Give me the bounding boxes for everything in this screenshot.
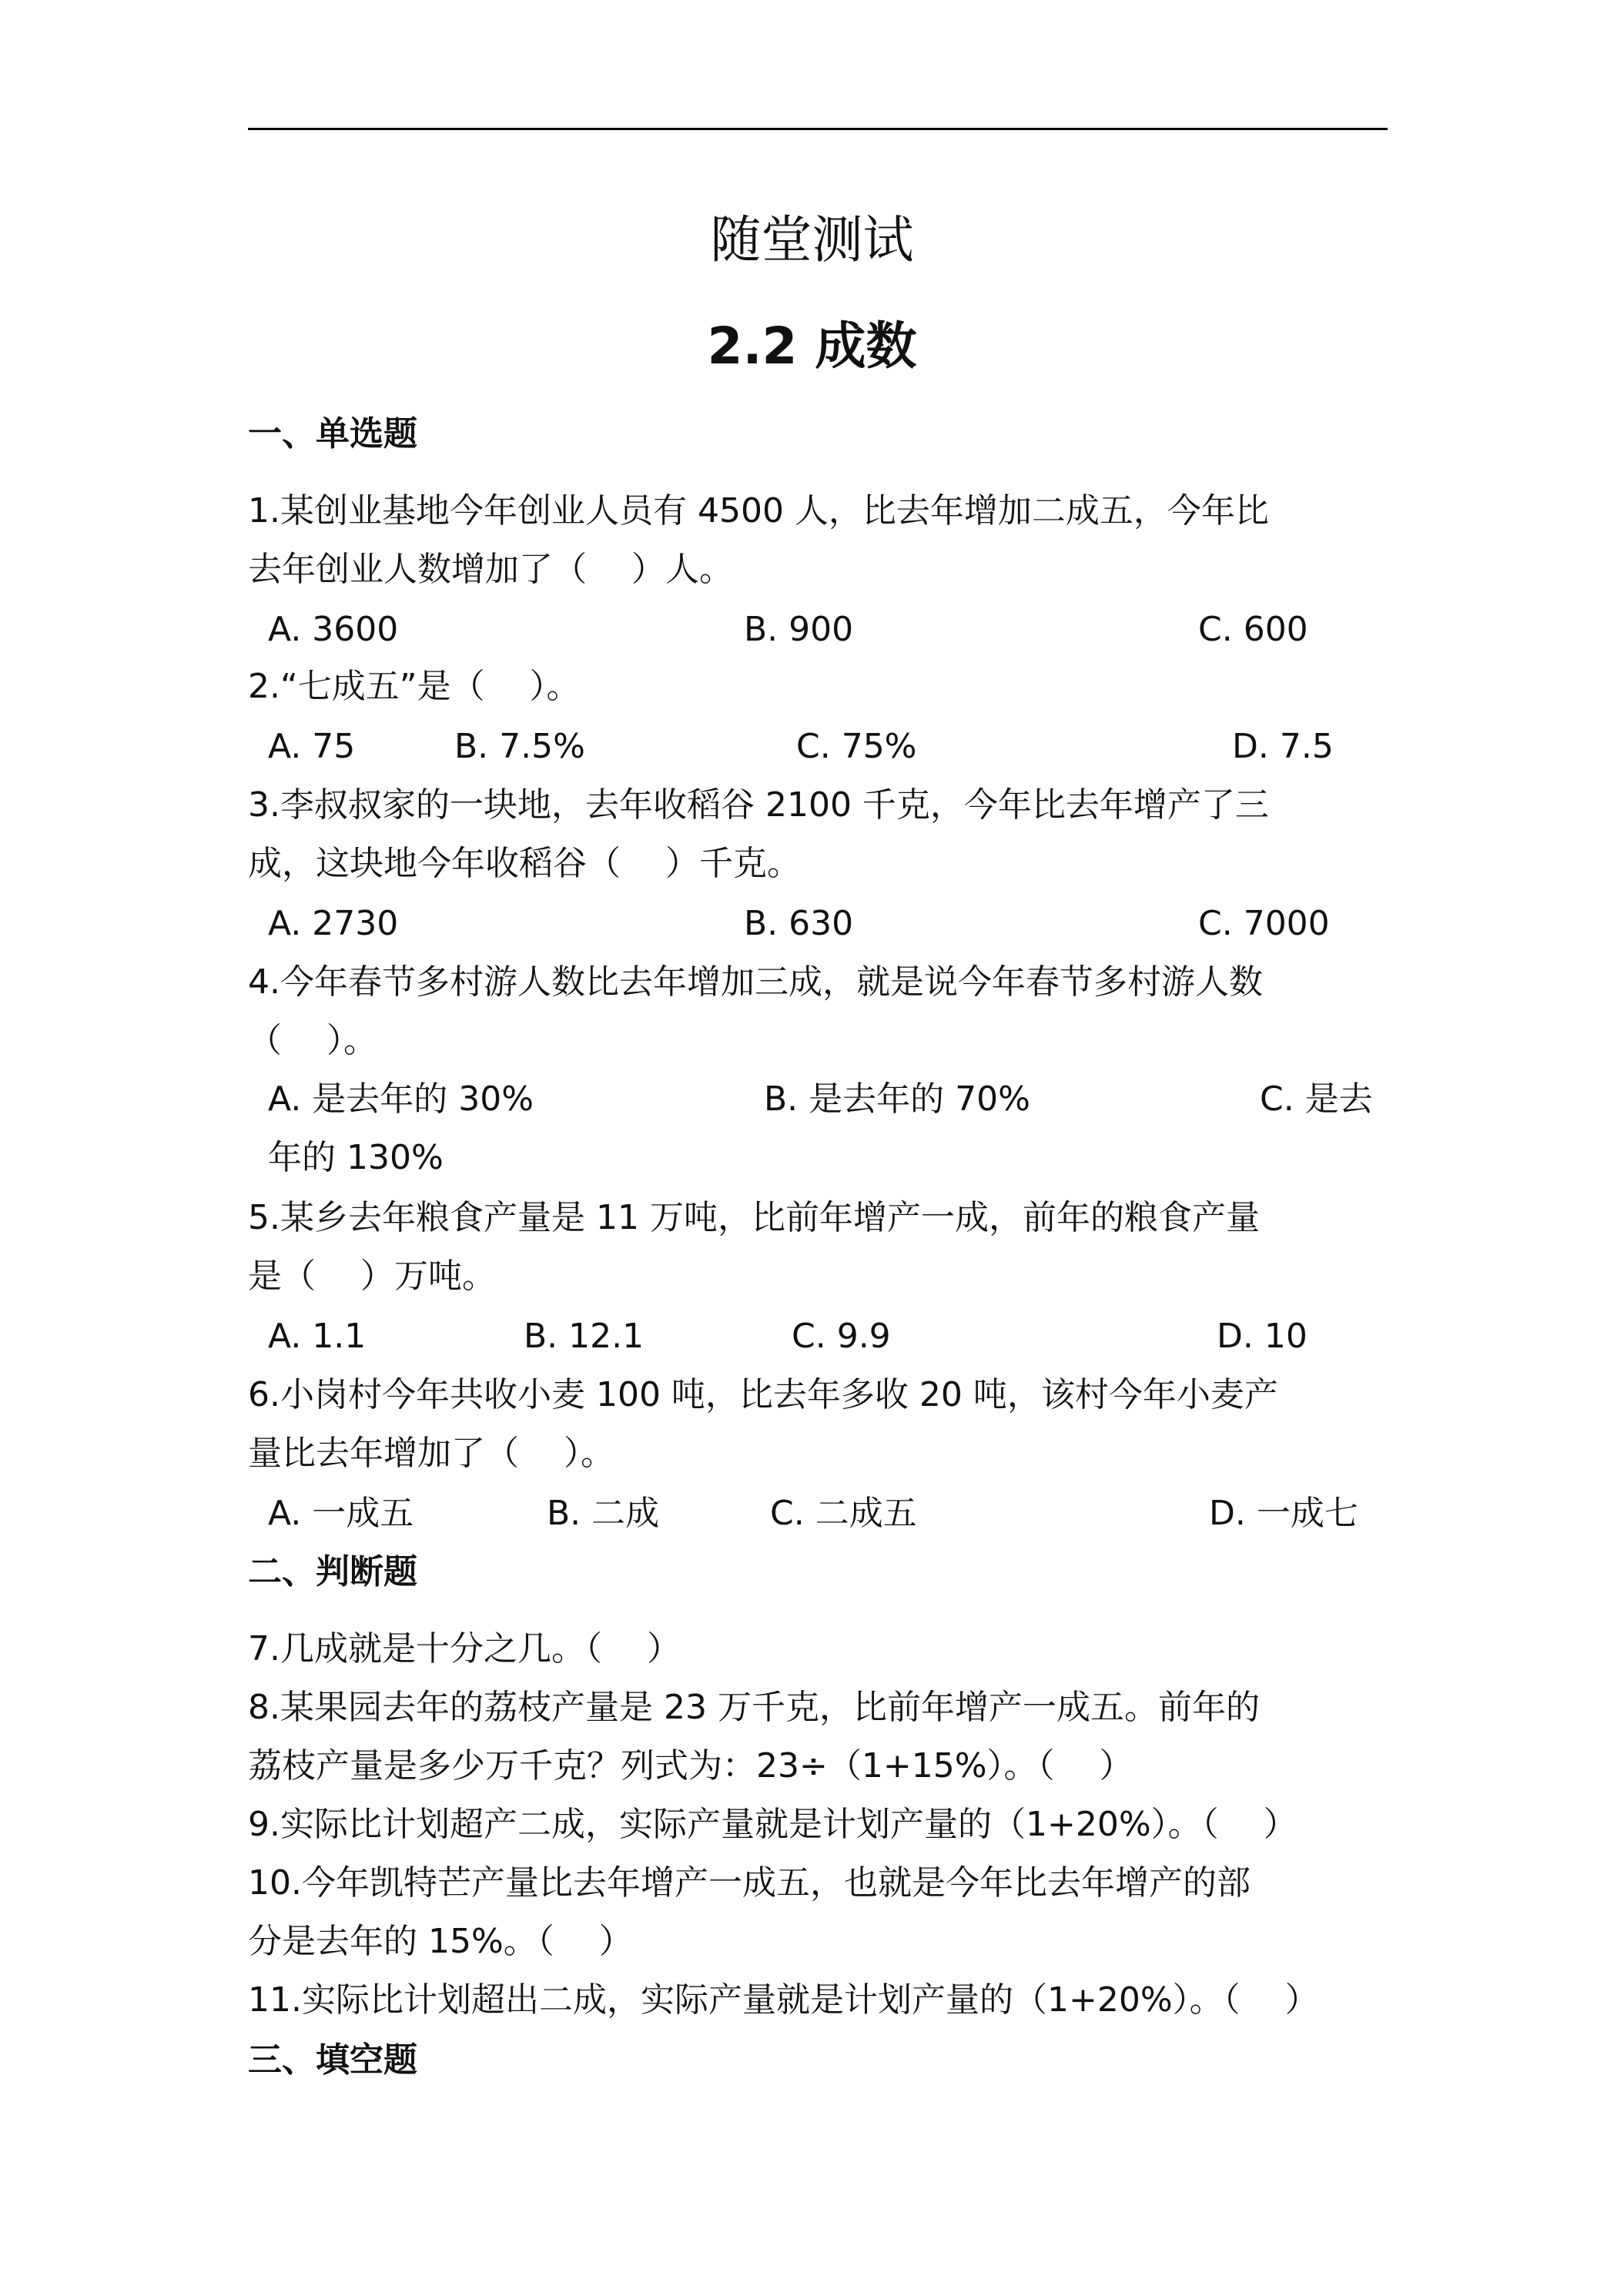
question-5-option-b: B. 12.1 [524,1317,645,1356]
question-1-option-c: C. 600 [1198,610,1308,649]
question-8-line-1: 8.某果园去年的荔枝产量是 23 万千克，比前年增产一成五。前年的 [248,1688,1260,1727]
question-2-option-c: C. 75% [796,727,917,766]
question-7-line-1: 7.几成就是十分之几。（ ） [248,1629,681,1668]
question-11-line-1: 11.实际比计划超出二成，实际产量就是计划产量的（1+20%）。（ ） [248,1980,1319,2020]
question-10-line-1: 10.今年凯特芒产量比去年增产一成五，也就是今年比去年增产的部 [248,1863,1251,1903]
question-3-option-b: B. 630 [744,904,854,943]
section-heading-single-choice: 一、单选题 [248,414,417,454]
question-2-line-1: 2.“七成五”是（ ）。 [248,667,581,706]
question-2-option-d: D. 7.5 [1232,727,1334,766]
question-8-line-2: 荔枝产量是多少万千克？列式为：23÷（1+15%）。（ ） [248,1746,1133,1786]
question-1-option-a: A. 3600 [268,610,399,649]
question-3-line-2: 成，这块地今年收稻谷（ ）千克。 [248,844,801,883]
question-3-option-c: C. 7000 [1198,904,1330,943]
question-10-line-2: 分是去年的 15%。（ ） [248,1922,633,1961]
question-5-option-a: A. 1.1 [268,1317,367,1356]
question-2-option-b: B. 7.5% [454,727,585,766]
question-4-option-b: B. 是去年的 70% [764,1079,1030,1119]
question-4-option-c-continued: 年的 130% [268,1138,444,1177]
question-1-option-b: B. 900 [744,610,854,649]
question-4-line-1: 4.今年春节多村游人数比去年增加三成，就是说今年春节多村游人数 [248,962,1263,1002]
question-3-line-1: 3.李叔叔家的一块地，去年收稻谷 2100 千克，今年比去年增产了三 [248,785,1269,825]
question-2-option-a: A. 75 [268,727,356,766]
question-4-option-a: A. 是去年的 30% [268,1079,534,1119]
question-6-option-d: D. 一成七 [1209,1494,1358,1533]
question-4-line-2: （ ）。 [248,1021,377,1060]
question-3-option-a: A. 2730 [268,904,399,943]
question-5-option-d: D. 10 [1217,1317,1308,1356]
question-6-option-c: C. 二成五 [770,1494,917,1533]
question-4-option-c: C. 是去 [1260,1079,1373,1119]
page-subtitle: 2.2 成数 [707,316,917,376]
page-title: 随堂测试 [710,210,914,269]
question-5-option-c: C. 9.9 [792,1317,891,1356]
question-5-line-2: 是（ ）万吨。 [248,1257,496,1296]
question-6-line-1: 6.小岗村今年共收小麦 100 吨，比去年多收 20 吨，该村今年小麦产 [248,1375,1278,1414]
header-rule [248,128,1388,130]
section-heading-true-false: 二、判断题 [248,1552,417,1591]
question-9-line-1: 9.实际比计划超产二成，实际产量就是计划产量的（1+20%）。（ ） [248,1805,1298,1844]
question-6-option-b: B. 二成 [547,1494,660,1533]
question-1-line-2: 去年创业人数增加了（ ）人。 [248,550,733,589]
question-5-line-1: 5.某乡去年粮食产量是 11 万吨，比前年增产一成，前年的粮食产量 [248,1198,1260,1237]
question-1-line-1: 1.某创业基地今年创业人员有 4500 人，比去年增加二成五，今年比 [248,491,1269,530]
question-6-option-a: A. 一成五 [268,1494,414,1533]
section-heading-fill-blank: 三、填空题 [248,2040,417,2080]
question-6-line-2: 量比去年增加了（ ）。 [248,1434,614,1473]
